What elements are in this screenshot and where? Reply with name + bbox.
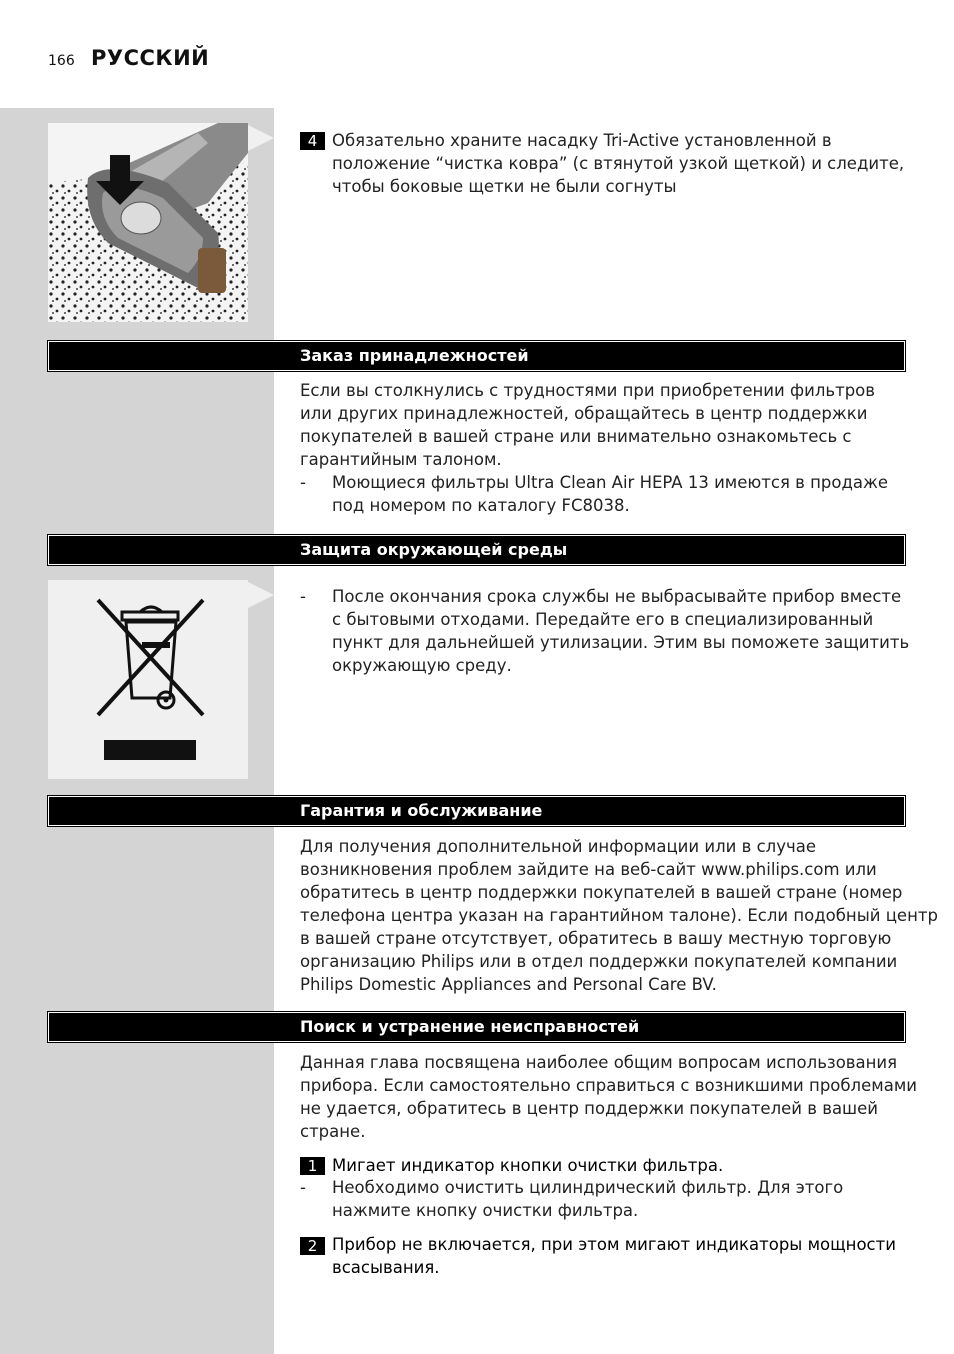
section-title: Защита окружающей среды: [300, 540, 568, 559]
environment-bullet: После окончания срока службы не выбрасывайте прибор вместе с бытовыми отходами. Передайте его в специализированный пункт для дальнейшей утилизации. Этим вы поможете защитить окружающую среду.: [332, 587, 910, 675]
step-number-badge: 2: [300, 1237, 325, 1255]
page-number: 166: [48, 53, 75, 69]
recycle-symbol-panel: [48, 580, 248, 779]
vacuum-nozzle-carpet-icon: [48, 123, 248, 322]
section-header-accessories: [48, 341, 905, 371]
step-1-bullet: Необходимо очистить цилиндрический фильтр. Для этого нажмите кнопку очистки фильтра.: [332, 1178, 844, 1220]
guarantee-paragraph: Для получения дополнительной информации или в случае возникновения проблем зайдите на веб-сайт www.philips.com или обратитесь в центр поддержки покупателей в вашей стране (номер телефона центра указан на гарантийном талоне). Если подобный центр в вашей стране отсутствует, обратитесь в вашу местную торговую организацию Philips или в отдел поддержки покупателей компании Philips Domestic Appliances and Personal Care BV.: [300, 837, 938, 994]
step-number-badge: 1: [300, 1157, 325, 1175]
bullet-dash: -: [300, 473, 306, 492]
step-number-badge: 4: [300, 132, 325, 150]
step-4-text: Обязательно храните насадку Tri-Active установленной в положение “чистка ковра” (с втянутой узкой щеткой) и следите, чтобы боковые щетки не были согнуты: [332, 131, 905, 196]
section-header-environment: [48, 535, 905, 565]
language-heading: РУССКИЙ: [91, 46, 210, 70]
step-2-text: Прибор не включается, при этом мигают индикаторы мощности всасывания.: [332, 1235, 896, 1277]
illustration-pointer: [248, 125, 274, 151]
step-1-title: Мигает индикатор кнопки очистки фильтра.: [332, 1156, 724, 1175]
nozzle-illustration-panel: [48, 123, 248, 322]
bullet-dash: -: [300, 587, 306, 606]
section-title: Заказ принадлежностей: [300, 346, 529, 365]
section-header-guarantee: [48, 796, 905, 826]
accessories-bullet: Моющиеся фильтры Ultra Clean Air HEPA 13 имеются в продаже под номером по каталогу FC8038.: [332, 473, 889, 515]
troubleshooting-paragraph: Данная глава посвящена наиболее общим вопросам использования прибора. Если самостоятельно справиться с возникшими проблемами не удается, обратитесь в центр поддержки покупателей в вашей стране.: [300, 1053, 917, 1141]
crossed-out-wheelie-bin-icon: [48, 580, 248, 779]
section-title: Гарантия и обслуживание: [300, 801, 543, 820]
section-title: Поиск и устранение неисправностей: [300, 1017, 640, 1036]
section-header-troubleshooting: [48, 1012, 905, 1042]
accessories-paragraph: Если вы столкнулись с трудностями при приобретении фильтров или других принадлежностей, обращайтесь в центр поддержки покупателей в вашей стране или внимательно ознакомьтесь с гарантийным талоном.: [300, 381, 876, 469]
illustration-pointer: [248, 582, 274, 608]
bullet-dash: -: [300, 1178, 306, 1197]
